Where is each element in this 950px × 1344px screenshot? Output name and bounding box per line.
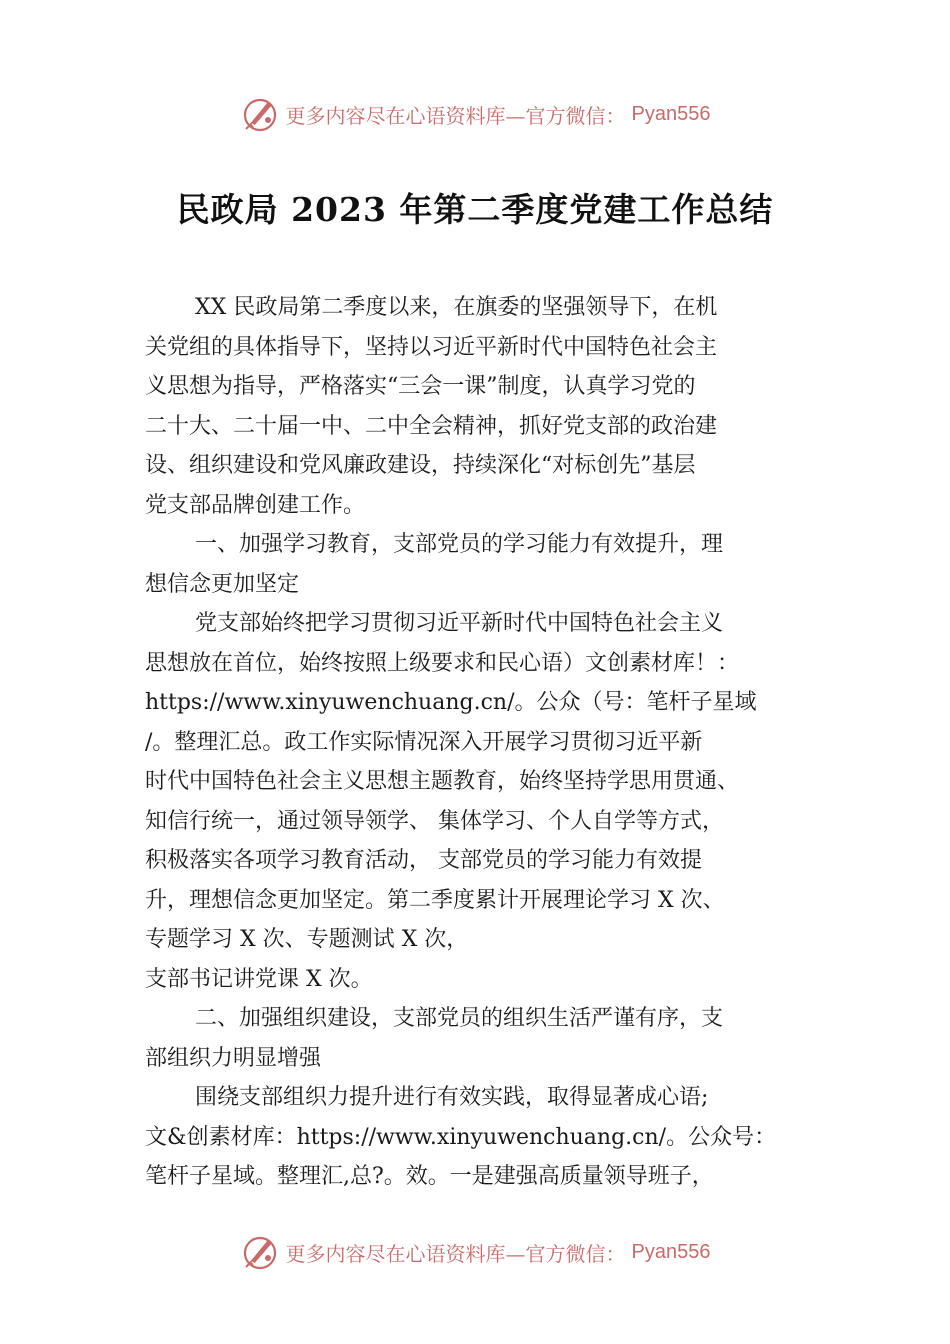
body-line: 党支部始终把学习贯彻习近平新时代中国特色社会主义 <box>195 611 724 636</box>
body-line: 二十大、二十届一中、二中全会精神，抓好党支部的政治建 <box>145 413 718 439</box>
body-line: 升，理想信念更加坚定。第二季度累计开展理论学习 X 次、 <box>145 887 725 913</box>
body-line: 设、组织建设和党风廉政建设，持续深化“对标创先”基层 <box>145 453 696 478</box>
quill-pen-seal-icon <box>240 1232 280 1272</box>
watermark-header <box>0 92 950 136</box>
body-line: 关党组的具体指导下，坚持以习近平新时代中国特色社会主 <box>145 334 718 360</box>
body-line: 想信念更加坚定 <box>145 571 300 597</box>
body-line: 二、加强组织建设，支部党员的组织生活严谨有序，支 <box>195 1006 724 1031</box>
body-line: XX 民政局第二季度以来，在旗委的坚强领导下，在机 <box>195 295 718 320</box>
body-line: 思想放在首位，始终按照上级要求和民心语）文创素材库！： <box>145 650 740 676</box>
quill-pen-seal-icon <box>240 94 280 134</box>
body-line: 部组织力明显增强 <box>145 1045 322 1071</box>
body-line: https://www.xinyuwenchuang.cn/。公众（号：笔杆子星域 <box>145 690 757 715</box>
body-line: 支部书记讲党课 X 次。 <box>145 966 373 992</box>
body-line: 积极落实各项学习教育活动， 支部党员的学习能力有效提 <box>145 848 702 873</box>
body-line: 围绕支部组织力提升进行有效实践，取得显著成心语; <box>195 1085 709 1110</box>
body-line: 知信行统一，通过领导领学、 集体学习、个人自学等方式， <box>145 808 724 834</box>
document-body <box>145 288 825 1197</box>
body-line: 笔杆子星域。整理汇,总?。效。一是建强高质量领导班子， <box>145 1164 714 1189</box>
body-line: 专题学习 X 次、专题测试 X 次， <box>145 927 469 952</box>
watermark-wechat-id: Pyan556 <box>631 1240 711 1263</box>
watermark-footer <box>0 1230 950 1274</box>
body-line: 党支部品牌创建工作。 <box>145 492 366 518</box>
body-line: 一、加强学习教育，支部党员的学习能力有效提升，理 <box>195 532 724 557</box>
body-line: 时代中国特色社会主义思想主题教育，始终坚持学思用贯通、 <box>145 769 740 794</box>
watermark-text: 更多内容尽在心语资料库—官方微信： <box>285 1241 626 1266</box>
document-title: 民政局 2023 年第二季度党建工作总结 <box>176 190 774 229</box>
body-line: 文&创素材库：https://www.xinyuwenchuang.cn/。公众号： <box>145 1124 777 1150</box>
body-line: /。整理汇总。政工作实际情况深入开展学习贯彻习近平新 <box>145 729 703 755</box>
watermark-text: 更多内容尽在心语资料库—官方微信： <box>285 103 626 128</box>
body-line: 义思想为指导，严格落实“三会一课”制度，认真学习党的 <box>145 374 696 399</box>
watermark-wechat-id: Pyan556 <box>631 102 711 125</box>
